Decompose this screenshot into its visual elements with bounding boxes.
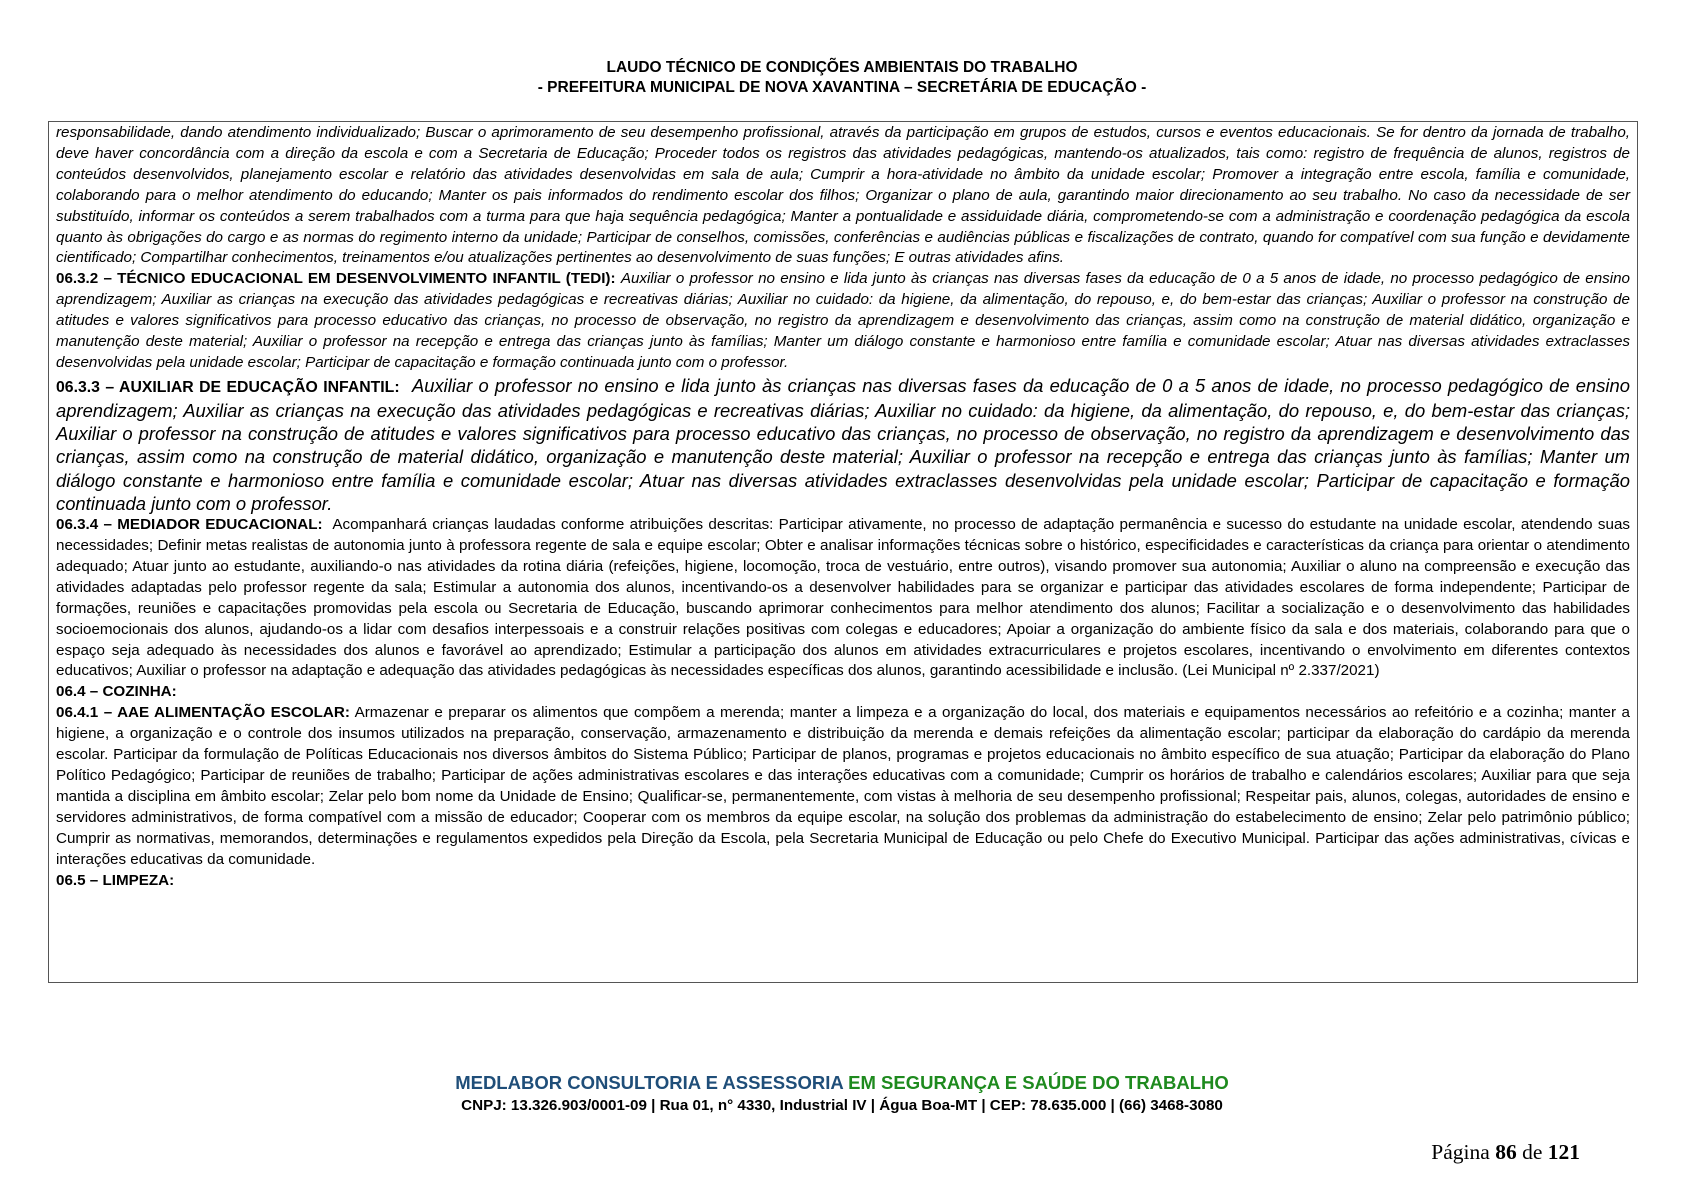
footer-contact: CNPJ: 13.326.903/0001-09 | Rua 01, n° 4330, Industrial IV | Água Boa-MT | CEP: 78.635.000 | (66) 3468-3080 (461, 1097, 1223, 1114)
section-0634-heading: 06.3.4 – MEDIADOR EDUCACIONAL: (56, 516, 323, 534)
paragraph-continuation (56, 123, 1630, 269)
document-title: LAUDO TÉCNICO DE CONDIÇÕES AMBIENTAIS DO TRABALHO (606, 59, 1078, 76)
page-number (1400, 1140, 1580, 1165)
section-0634-text: Acompanhará crianças laudadas conforme atribuições descritas: Participar ativamente, no processo de adaptação permanência e sucesso do estudante na unidade escolar, atendendo suas necessidades; Definir metas realistas de autonomia junto à professora regente de sala e equipe escolar; Obter e analisar informações técnicas sobre o histórico, especificidades e características da criança para orientar o atendimento adequado; Atuar junto ao estudante, auxiliando-o nas atividades da rotina diária (refeições, higiene, locomoção, troca de vestuário, entre outros), visando promover sua autonomia; Auxiliar o aluno na compreensão e execução das atividades adaptadas pelo professor regente da sala; Estimular a autonomia dos alunos, incentivando-os a desenvolver habilidades para se organizar e participar das atividades escolares de forma independente; Participar de formações, reuniões e capacitações promovidas pela escola ou Secretaria de Educação, buscando aprimorar conhecimentos para melhor atendimento dos alunos; Facilitar a socialização e o desenvolvimento das habilidades socioemocionais dos alunos, ajudando-os a lidar com desafios interpessoais e a construir relações positivas com colegas e educadores; Apoiar a organização do ambiente físico da sala e dos materiais, colaborando para que o espaço seja adequado às necessidades dos alunos e favorável ao aprendizado; Estimular a participação dos alunos em atividades extracurriculares e projetos escolares, incentivando o envolvimento em diferentes contextos educativos; Auxiliar o professor na adaptação e adequação das atividades pedagógicas às necessidades específicas dos alunos, garantindo acessibilidade e inclusão. (Lei Municipal nº 2.337/2021) (56, 516, 1631, 680)
footer-company-name: MEDLABOR CONSULTORIA E ASSESSORIA (455, 1072, 844, 1093)
section-0632-heading: 06.3.2 – TÉCNICO EDUCACIONAL EM DESENVOLVIMENTO INFANTIL (TEDI): (56, 270, 616, 288)
section-0633-heading: 06.3.3 – AUXILIAR DE EDUCAÇÃO INFANTIL: (56, 378, 400, 396)
page-current: 86 (1495, 1140, 1517, 1164)
paragraph-0641 (56, 703, 1630, 870)
section-0633-text: Auxiliar o professor no ensino e lida junto às crianças nas diversas fases da educação de 0 a 5 anos de idade, no processo pedagógico de ensino aprendizagem; Auxiliar as crianças na execução das atividades pedagógicas e recreativas diárias; Auxiliar no cuidado: da higiene, da alimentação, do repouso, e, do bem-estar das crianças; Auxiliar o professor na construção de atitudes e valores significativos para processo educativo das crianças, no processo de observação, no registro da aprendizagem e desenvolvimento das crianças, assim como na construção de material didático, organização e manutenção deste material; Auxiliar o professor na recepção e entrega das crianças junto às famílias; Manter um diálogo constante e harmonioso entre família e comunidade escolar; Atuar nas diversas atividades extraclasses desenvolvidas pela unidade escolar; Participar de capacitação e formação continuada junto com o professor. (56, 374, 1630, 514)
content-box (48, 121, 1638, 983)
continuation-text: responsabilidade, dando atendimento individualizado; Buscar o aprimoramento de seu desempenho profissional, através da participação em grupos de estudos, cursos e eventos educacionais. Se for dentro da jornada de trabalho, deve haver concordância com a direção da escola e com a Secretaria de Educação; Proceder todos os registros das atividades pedagógicas, mantendo-os atualizados, tais como: registro de frequência de alunos, registros de conteúdos desenvolvidos, planejamento escolar e relatório das atividades desenvolvidas em sala de aula; Cumprir a hora-atividade no âmbito da unidade escolar; Promover a integração entre escola, família e comunidade, colaborando para o melhor atendimento do educando; Manter os pais informados do rendimento escolar dos filhos; Organizar o plano de aula, garantindo maior direcionamento ao seu trabalho. No caso da necessidade de ser substituído, informar os conteúdos a serem trabalhados com a turma para que haja sequência pedagógica; Manter a pontualidade e assiduidade diária, comprometendo-se com a administração e coordenação pedagógica da escola quanto às obrigações do cargo e as normas do regimento interno da unidade; Participar de conselhos, comissões, conferências e audiências públicas e fiscalizações de contrato, quando for compatível com sua função e devidamente cientificado; Compartilhar conhecimentos, treinamentos e/ou atualizações pertinentes ao desenvolvimento de suas funções; E outras atividades afins. (56, 124, 1630, 267)
footer-tagline: EM SEGURANÇA E SAÚDE DO TRABALHO (848, 1072, 1229, 1093)
paragraph-065 (56, 871, 1630, 892)
section-064-heading: 06.4 – COZINHA: (56, 683, 177, 701)
paragraph-0632 (56, 269, 1630, 374)
page-of: de (1522, 1140, 1543, 1164)
section-065-heading: 06.5 – LIMPEZA: (56, 871, 175, 889)
document-header (0, 58, 1684, 98)
page-label: Página (1431, 1140, 1490, 1164)
section-0641-heading: 06.4.1 – AAE ALIMENTAÇÃO ESCOLAR: (56, 704, 350, 722)
paragraph-064 (56, 682, 1630, 703)
section-0632-text: Auxiliar o professor no ensino e lida junto às crianças nas diversas fases da educação de 0 a 5 anos de idade, no processo pedagógico de ensino aprendizagem; Auxiliar as crianças na execução das atividades pedagógicas e recreativas diárias; Auxiliar no cuidado: da higiene, da alimentação, do repouso, e, do bem-estar das crianças; Auxiliar o professor na construção de atitudes e valores significativos para processo educativo das crianças, no processo de observação, no registro da aprendizagem e desenvolvimento das crianças, assim como na construção de material didático, organização e manutenção deste material; Auxiliar o professor na recepção e entrega das crianças junto às famílias; Manter um diálogo constante e harmonioso entre família e comunidade escolar; Atuar nas diversas atividades extraclasses desenvolvidas pela unidade escolar; Participar de capacitação e formação continuada junto com o professor. (56, 270, 1630, 371)
document-subtitle: - PREFEITURA MUNICIPAL DE NOVA XAVANTINA – SECRETÁRIA DE EDUCAÇÃO - (537, 79, 1147, 96)
paragraph-0634 (56, 515, 1630, 682)
page-total: 121 (1547, 1140, 1580, 1164)
footer-company-line (0, 1072, 1684, 1094)
section-0641-text: Armazenar e preparar os alimentos que compõem a merenda; manter a limpeza e a organização do local, dos materiais e equipamentos necessários ao refeitório e a cozinha; manter a higiene, a organização e o controle dos insumos utilizados na preparação, conservação, armazenamento e distribuição da merenda e demais refeições da alimentação escolar; participar da elaboração do cardápio da merenda escolar. Participar da formulação de Políticas Educacionais nos diversos âmbitos do Sistema Público; Participar de planos, programas e projetos educacionais no âmbito específico de sua atuação; Participar da elaboração do Plano Político Pedagógico; Participar de reuniões de trabalho; Participar de ações administrativas escolares e das interações educativas com a comunidade; Cumprir os horários de trabalho e calendários escolares; Auxiliar para que seja mantida a disciplina em âmbito escolar; Zelar pelo bom nome da Unidade de Ensino; Qualificar-se, permanentemente, com vistas à melhoria de seu desempenho profissional; Respeitar pais, alunos, colegas, autoridades de ensino e servidores administrativos, de forma compatível com a missão de educador; Cooperar com os membros da equipe escolar, na solução dos problemas da administração do estabelecimento de ensino; Zelar pelo patrimônio público; Cumprir as normativas, memorandos, determinações e regulamentos expedidos pela Direção da Escola, pela Secretaria Municipal de Educação ou pelo Chefe do Executivo Municipal. Participar das ações administrativas, cívicas e interações educativas da comunidade. (56, 704, 1630, 868)
paragraph-0633 (56, 374, 1630, 515)
